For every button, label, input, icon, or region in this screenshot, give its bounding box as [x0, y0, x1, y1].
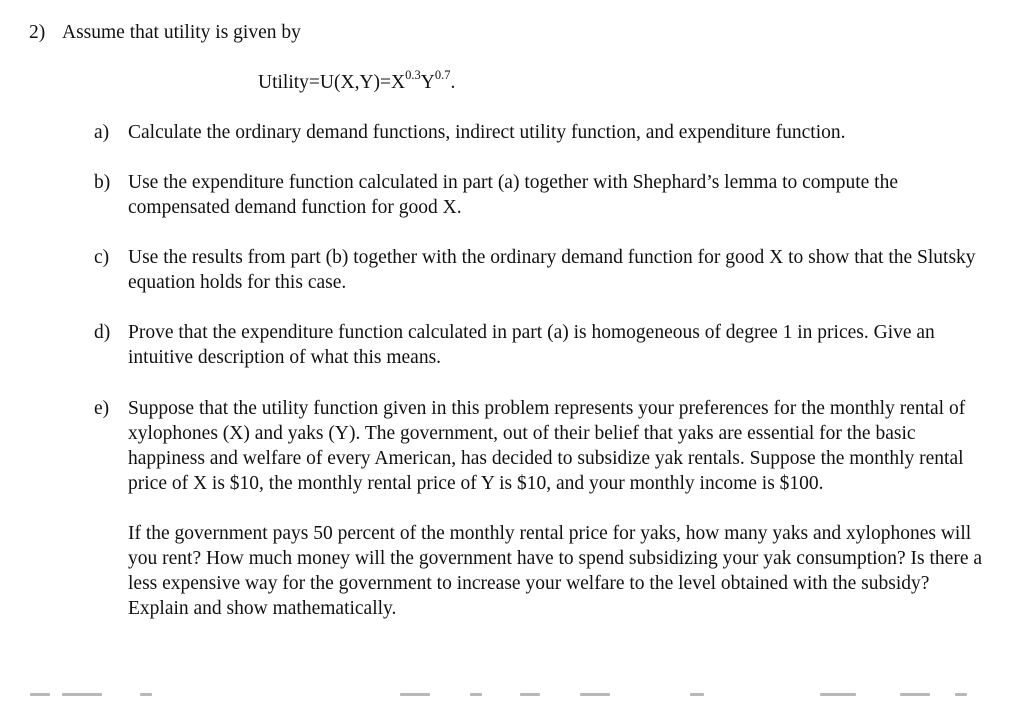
part-label: e) [94, 398, 110, 419]
cut-off-text-fragment [400, 693, 430, 696]
part-paragraph: If the government pays 50 percent of the monthly rental price for yaks, how many yaks and xylophones will you rent? How much money will the government have to spend subsidizing your yak consumption? Is there a less expensive way for the government to increase your welfare to the level obtained with the subsidy? Explain and show mathematically. [128, 523, 983, 619]
cut-off-text-fragment [820, 693, 856, 696]
formula-prefix: Utility=U(X,Y)=X [258, 72, 406, 93]
part-text [128, 170, 988, 220]
question-intro: Assume that utility is given by [62, 22, 301, 43]
part-label: c) [94, 247, 110, 268]
cut-off-text-fragment [690, 693, 704, 696]
part-label: b) [94, 172, 111, 193]
part-paragraph: Suppose that the utility function given in this problem represents your preferences for the monthly rental of xylophones (X) and yaks (Y). The government, out of their belief that yaks are essential for the basic happiness and welfare of every American, has decided to subsidize yak rentals. Suppose the monthly rental price of X is $10, the monthly rental price of Y is $10, and your monthly income is $100. [128, 398, 966, 494]
utility-formula [258, 67, 456, 95]
question-heading [29, 20, 301, 45]
cut-off-text-fragment [900, 693, 930, 696]
part-label: a) [94, 122, 110, 143]
part-text [128, 396, 988, 621]
part-e [94, 396, 994, 621]
part-label: d) [94, 322, 111, 343]
part-text [128, 320, 988, 370]
question-number: 2) [29, 22, 46, 43]
part-text [128, 120, 988, 145]
cut-off-text-fragment [580, 693, 610, 696]
cut-off-text-fragment [30, 693, 50, 696]
formula-y-base: Y [420, 72, 435, 93]
part-text [128, 245, 988, 295]
part-b [94, 170, 994, 220]
part-paragraph: Calculate the ordinary demand functions, indirect utility function, and expenditure function. [128, 122, 846, 143]
part-d [94, 320, 994, 370]
part-paragraph: Use the expenditure function calculated in part (a) together with Shephard’s lemma to compute the compensated demand function for good X. [128, 172, 898, 218]
part-paragraph: Use the results from part (b) together with the ordinary demand function for good X to show that the Slutsky equation holds for this case. [128, 247, 976, 293]
cut-off-text-fragment [955, 693, 967, 696]
cut-off-next-line [0, 693, 1024, 701]
cut-off-text-fragment [140, 693, 152, 696]
x-exponent: 0.3 [405, 67, 421, 82]
cut-off-text-fragment [62, 693, 102, 696]
part-paragraph: Prove that the expenditure function calculated in part (a) is homogeneous of degree 1 in prices. Give an intuitive description of what this means. [128, 322, 935, 368]
part-c [94, 245, 994, 295]
y-exponent: 0.7 [434, 67, 451, 82]
cut-off-text-fragment [520, 693, 540, 696]
part-a [94, 120, 994, 145]
formula-suffix: . [450, 72, 456, 93]
cut-off-text-fragment [470, 693, 482, 696]
